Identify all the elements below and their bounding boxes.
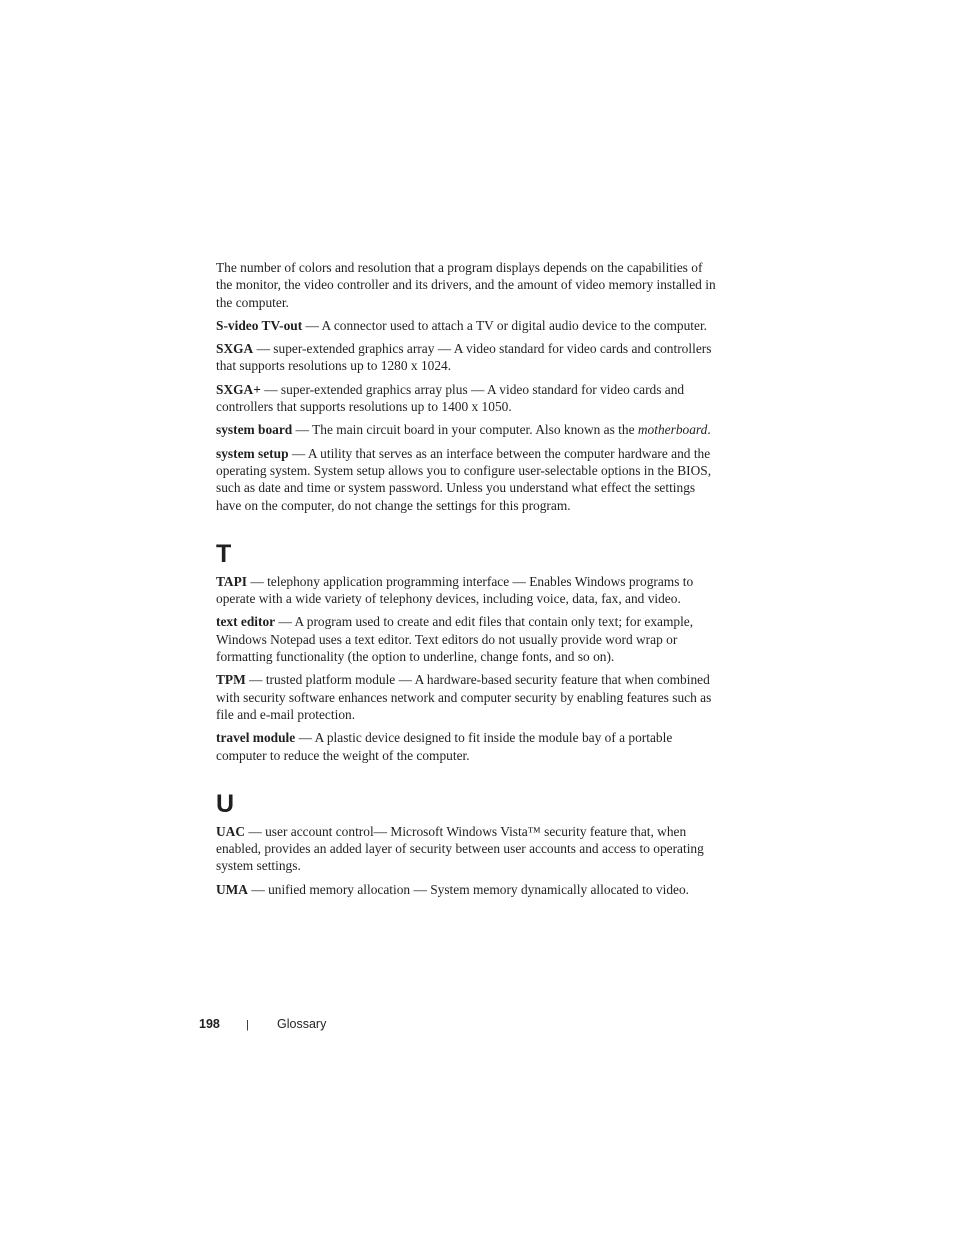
entry-italic-term: motherboard bbox=[637, 422, 708, 438]
entry-term: travel module bbox=[216, 730, 296, 746]
entry-definition: — telephony application programming interface — Enables Windows programs to operate with a wide variety of telephony devices, including voice, data, fax, and video. bbox=[216, 573, 694, 607]
entry-tail: . bbox=[707, 422, 711, 438]
entry-term: text editor bbox=[216, 614, 276, 630]
entry-tpm bbox=[216, 671, 716, 723]
footer-section-title: Glossary bbox=[277, 1017, 327, 1031]
footer-separator: | bbox=[246, 1019, 249, 1031]
entry-term: UMA bbox=[216, 881, 248, 897]
entry-term: SXGA+ bbox=[216, 381, 261, 397]
entry-system-setup bbox=[216, 445, 716, 514]
entry-definition: — super-extended graphics array plus — A video standard for video cards and controllers that supports resolutions up to 1400 x 1050. bbox=[216, 381, 685, 415]
entry-definition: — super-extended graphics array — A video standard for video cards and controllers that supports resolutions up to 1280 x 1024. bbox=[216, 341, 712, 374]
section-heading-t: T bbox=[216, 539, 232, 568]
entry-term: system board bbox=[216, 422, 293, 438]
section-heading-u: U bbox=[216, 789, 235, 818]
entry-system-board bbox=[216, 421, 716, 438]
entry-uac bbox=[216, 823, 716, 875]
entry-term: UAC bbox=[216, 823, 246, 839]
entry-term: TAPI bbox=[216, 573, 247, 589]
entry-sxga bbox=[216, 340, 716, 375]
entry-definition: — A program used to create and edit files that contain only text; for example, Windows Notepad uses a text editor. Text editors do not usually provide word wrap or formatting functionality (the option to underline, change fonts, and so on). bbox=[216, 614, 694, 665]
entry-definition: — user account control— Microsoft Windows Vista™ security feature that, when enabled, provides an added layer of security between user accounts and access to operating system settings. bbox=[216, 823, 704, 874]
entry-uma bbox=[216, 881, 716, 898]
entry-sxga-plus bbox=[216, 381, 716, 416]
entry-tapi bbox=[216, 573, 716, 608]
entry-term: S-video TV-out bbox=[216, 317, 303, 333]
page-footer bbox=[199, 1015, 326, 1034]
entry-definition: — trusted platform module — A hardware-based security feature that when combined with security software enhances network and computer security by enabling features such as file and e-mail protection. bbox=[216, 672, 712, 722]
glossary-content bbox=[216, 259, 716, 904]
intro-paragraph: The number of colors and resolution that a program displays depends on the capabilities of the monitor, the video controller and its drivers, and the amount of video memory installed in the computer. bbox=[216, 260, 716, 310]
entry-travel-module bbox=[216, 729, 716, 764]
entry-text-editor bbox=[216, 613, 716, 665]
entry-term: TPM bbox=[216, 672, 246, 688]
entry-definition: — A plastic device designed to fit inside the module bay of a portable computer to reduce the weight of the computer. bbox=[216, 730, 673, 763]
entry-term: system setup bbox=[216, 445, 289, 461]
entry-definition: — The main circuit board in your computer. Also known as the bbox=[292, 422, 638, 438]
entry-definition: — A connector used to attach a TV or digital audio device to the computer. bbox=[302, 317, 708, 333]
page-number: 198 bbox=[199, 1017, 220, 1031]
entry-definition: — unified memory allocation — System memory dynamically allocated to video. bbox=[247, 881, 690, 897]
entry-s-video-tv-out bbox=[216, 317, 716, 334]
entry-term: SXGA bbox=[216, 341, 254, 357]
entry-definition: — A utility that serves as an interface between the computer hardware and the operating system. System setup allows you to configure user-selectable options in the BIOS, such as date and time or system password. Unless you understand what effect the settings have on the computer, do not change the settings for this program. bbox=[216, 445, 712, 513]
